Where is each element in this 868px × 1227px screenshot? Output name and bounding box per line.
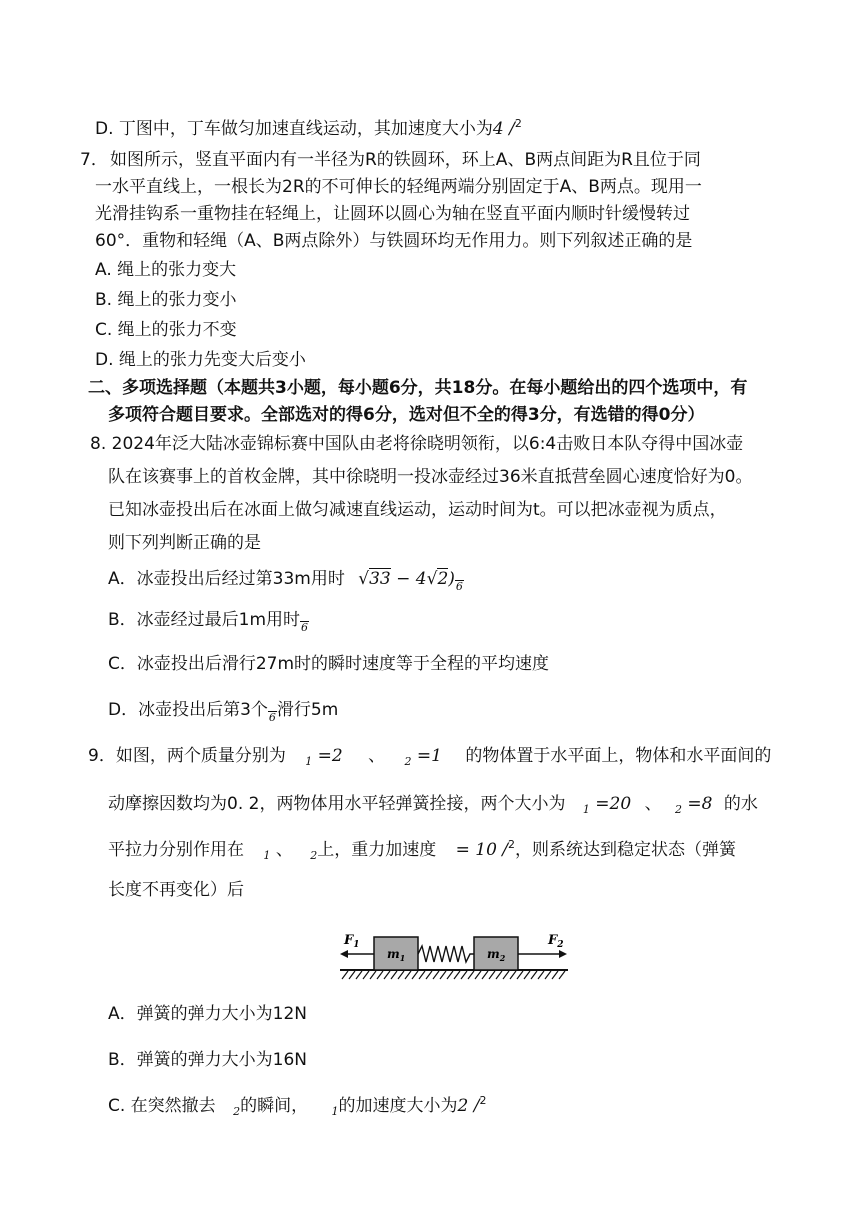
q8-option-b <box>108 608 309 634</box>
q7-option-b: B. 绳上的张力变小 <box>95 290 237 310</box>
q9-option-a: A．弹簧的弹力大小为12N <box>108 1004 307 1024</box>
q7-text-line3: 光滑挂钩系一重物挂在轻绳上，让圆环以圆心为轴在竖直平面内顺时针缓慢转过 <box>95 204 690 224</box>
m1-ref <box>263 840 270 860</box>
q6-option-d-math: 4 / <box>492 119 515 139</box>
separator: 、 <box>368 746 386 766</box>
q8-option-d-text2: 滑行5m <box>276 700 339 720</box>
q7-option-c: C. 绳上的张力不变 <box>95 320 237 340</box>
sub: 1 <box>305 755 313 768</box>
q9-option-c-text: 的瞬间， <box>240 1096 309 1116</box>
radicand: 33 <box>369 569 391 589</box>
label-m2: $m_2$ <box>487 947 506 963</box>
sup: 2 <box>514 117 522 130</box>
figure-svg <box>336 928 572 984</box>
q7-number: 7． <box>80 150 108 170</box>
q6-option-d <box>95 117 522 141</box>
q9-option-c-text: 的加速度大小为 <box>338 1096 458 1116</box>
q6-option-d-text: D. 丁图中，丁车做匀加速直线运动，其加速度大小为 <box>95 119 493 139</box>
q7-text-line2: 一水平直线上，一根长为2R的不可伸长的轻绳两端分别固定于A、B两点。现用一 <box>95 177 702 197</box>
label-f2: $F_2$ <box>548 933 564 950</box>
m1-ref <box>332 1096 339 1116</box>
q9-text-line4: 长度不再变化）后 <box>108 880 244 900</box>
m2-eq <box>405 746 442 766</box>
section2-heading-line1: 二、多项选择题（本题共3小题，每小题6分，共18分。在每小题给出的四个选项中，有 <box>88 378 748 398</box>
q9-text-line3 <box>108 838 736 862</box>
force-f1-arrowhead <box>340 950 348 958</box>
q8-option-a-math: √33 − 4√2)6 <box>358 569 463 593</box>
q7-text-line4: 60°．重物和轻绳（A、B两点除外）与铁圆环均无作用力。则下列叙述正确的是 <box>95 231 693 251</box>
sub: 2 <box>310 849 318 862</box>
q9-text: 平拉力分别作用在 <box>108 840 244 860</box>
q9-text-line2 <box>108 792 758 816</box>
minus-four: − 4 <box>396 569 427 589</box>
q9-option-c <box>108 1094 486 1118</box>
sub: 2 <box>233 1105 241 1118</box>
q8-option-b-text: B．冰壶经过最后1m用时 <box>108 610 301 630</box>
m1-eq <box>305 746 342 766</box>
q9-text: 9．如图，两个质量分别为 <box>88 746 286 766</box>
fraction-denominator: 6 <box>268 711 276 724</box>
sup: 2 <box>508 838 516 851</box>
fraction-denominator: 6 <box>301 621 309 634</box>
q8-option-c: C．冰壶投出后滑行27m时的瞬时速度等于全程的平均速度 <box>108 654 550 674</box>
q8-text-line1: 8. 2024年泛大陆冰壶锦标赛中国队由老将徐晓明领衔，以6:4击败日本队夺得中国冰壶 <box>90 434 744 454</box>
accel-value: 2 / <box>457 1096 480 1116</box>
m1-value: =2 <box>317 746 343 766</box>
sub: 1 <box>331 1105 339 1118</box>
q9-text: 动摩擦因数均为0. 2，两物体用水平轻弹簧拴接，两个大小为 <box>108 794 566 814</box>
fraction-denominator: 6 <box>455 580 463 593</box>
paren: ) <box>448 569 455 589</box>
q7-text-line1: 如图所示，竖直平面内有一半径为R的铁圆环，环上A、B两点间距为R且位于同 <box>110 150 701 170</box>
ground-hatching <box>342 971 565 979</box>
sub: 2 <box>404 755 412 768</box>
section2-heading-line2: 多项符合题目要求。全部选对的得6分，选对但不全的得3分，有选错的得0分） <box>108 405 705 425</box>
q7-option-d: D. 绳上的张力先变大后变小 <box>95 350 306 370</box>
q9-option-b: B．弹簧的弹力大小为16N <box>108 1050 308 1070</box>
q8-option-a <box>108 567 464 593</box>
sup: 2 <box>479 1094 487 1107</box>
spring <box>418 946 474 962</box>
q7-option-a: A. 绳上的张力变大 <box>95 260 237 280</box>
q9-text: 的水 <box>723 794 758 814</box>
q8-text-line3: 已知冰壶投出后在冰面上做匀减速直线运动，运动时间为t。可以把冰壶视为质点， <box>108 500 727 520</box>
f1-eq <box>583 794 631 814</box>
f2-eq <box>675 794 712 814</box>
q8-text-line4: 则下列判断正确的是 <box>108 533 261 553</box>
blocks-spring-figure <box>336 928 572 984</box>
sub: 1 <box>582 803 590 816</box>
q8-option-d-text1: D．冰壶投出后第3个 <box>108 700 268 720</box>
sub: 1 <box>263 849 271 862</box>
label-m1: $m_1$ <box>387 947 406 963</box>
q8-text-line2: 队在该赛事上的首枚金牌，其中徐晓明一投冰壶经过36米直抵营垒圆心速度恰好为0。 <box>108 467 753 487</box>
g-value: = 10 / <box>455 840 509 860</box>
sub: 2 <box>674 803 682 816</box>
f2-value: =8 <box>687 794 713 814</box>
f1-value: =20 <box>595 794 632 814</box>
q9-text: 的物体置于水平面上，物体和水平面间的 <box>465 746 772 766</box>
force-f2-arrowhead <box>559 950 567 958</box>
q9-text: 上，重力加速度 <box>317 840 437 860</box>
q8-option-d <box>108 698 338 724</box>
separator: 、 <box>275 840 293 860</box>
q9-text: ，则系统达到稳定状态（弹簧 <box>515 840 737 860</box>
q8-option-a-text: A．冰壶投出后经过第33m用时 <box>108 569 345 589</box>
label-f1: $F_1$ <box>344 933 360 950</box>
q9-text-line1 <box>88 744 771 768</box>
radicand: 2 <box>437 569 449 589</box>
q9-option-c-text: C. 在突然撤去 <box>108 1096 216 1116</box>
m2-value: =1 <box>416 746 442 766</box>
separator: 、 <box>644 794 662 814</box>
